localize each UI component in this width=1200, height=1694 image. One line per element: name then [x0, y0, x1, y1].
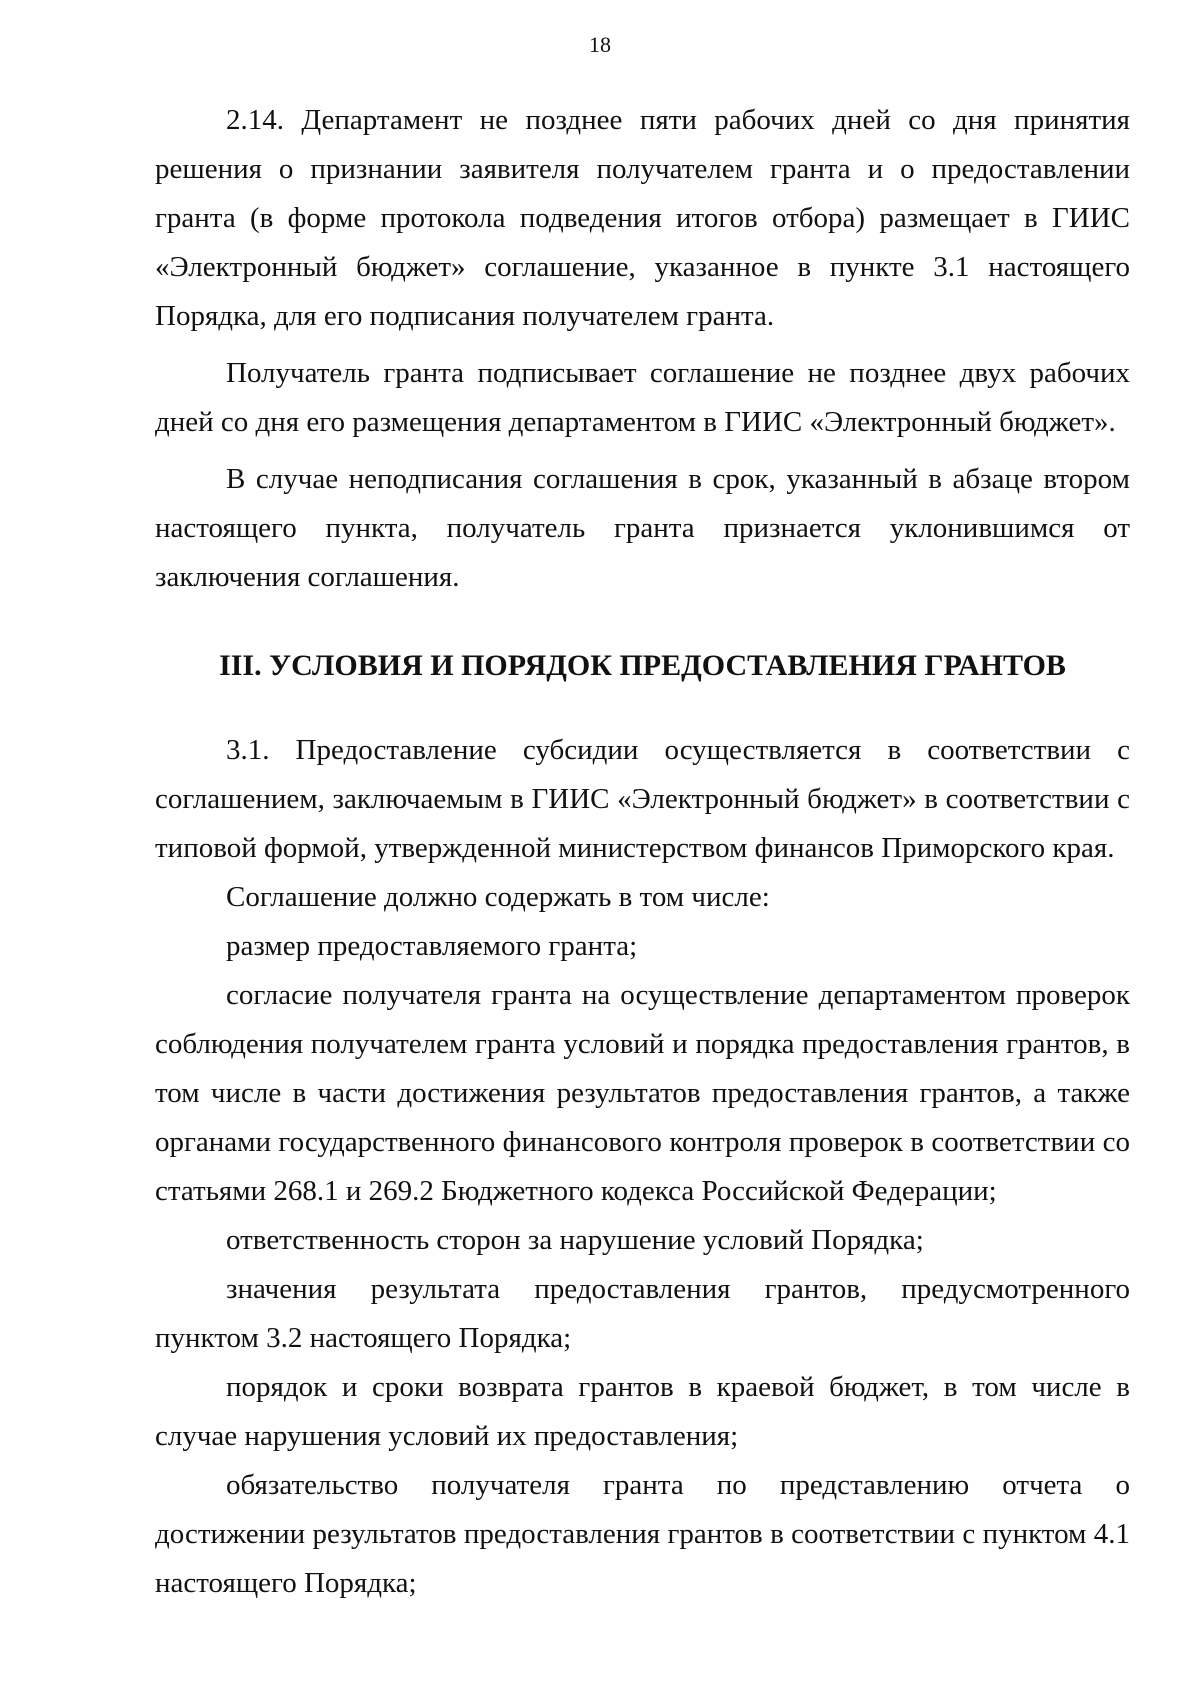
- paragraph-agreement-contents: Соглашение должно содержать в том числе:: [226, 881, 770, 913]
- list-item-consent-inspections: согласие получателя гранта на осуществление департаментом проверок соблюдения получателем гранта условий и порядка предоставления грантов, в том числе в части достижения результатов предоставления грантов, а также органами государственного финансового контроля проверок в соответствии со статьями 268.1 и 269.2 Бюджетного кодекса Российской Федерации;: [155, 979, 1130, 1207]
- page-number: 18: [589, 32, 611, 57]
- list-item-report-obligation: обязательство получателя гранта по представлению отчета о достижении результатов предоставления грантов в соответствии с пунктом 4.1 настоящего Порядка;: [155, 1469, 1130, 1599]
- list-item-grant-size: размер предоставляемого гранта;: [226, 930, 638, 962]
- document-body: [155, 96, 1130, 1608]
- list-item-responsibility: ответственность сторон за нарушение условий Порядка;: [226, 1224, 924, 1256]
- paragraph-2-14: 2.14. Департамент не позднее пяти рабочих дней со дня принятия решения о признании заявителя получателем гранта и о предоставлении гранта (в форме протокола подведения итогов отбора) размещает в ГИИС «Электронный бюджет» соглашение, указанное в пункте 3.1 настоящего Порядка, для его подписания получателем гранта.: [155, 104, 1130, 332]
- paragraph-non-signing: В случае неподписания соглашения в срок, указанный в абзаце втором настоящего пункта, получатель гранта признается уклонившимся от заключения соглашения.: [155, 463, 1130, 593]
- paragraph-signing-deadline: Получатель гранта подписывает соглашение не позднее двух рабочих дней со дня его размещения департаментом в ГИИС «Электронный бюджет».: [155, 357, 1130, 438]
- section-heading: III. УСЛОВИЯ И ПОРЯДОК ПРЕДОСТАВЛЕНИЯ ГРАНТОВ: [219, 649, 1066, 682]
- paragraph-3-1: 3.1. Предоставление субсидии осуществляется в соответствии с соглашением, заключаемым в ГИИС «Электронный бюджет» в соответствии с типовой формой, утвержденной министерством финансов Приморского края.: [155, 734, 1130, 864]
- list-item-refund-procedure: порядок и сроки возврата грантов в краевой бюджет, в том числе в случае нарушения условий их предоставления;: [155, 1371, 1130, 1452]
- list-item-result-values: значения результата предоставления грантов, предусмотренного пунктом 3.2 настоящего Порядка;: [155, 1273, 1130, 1354]
